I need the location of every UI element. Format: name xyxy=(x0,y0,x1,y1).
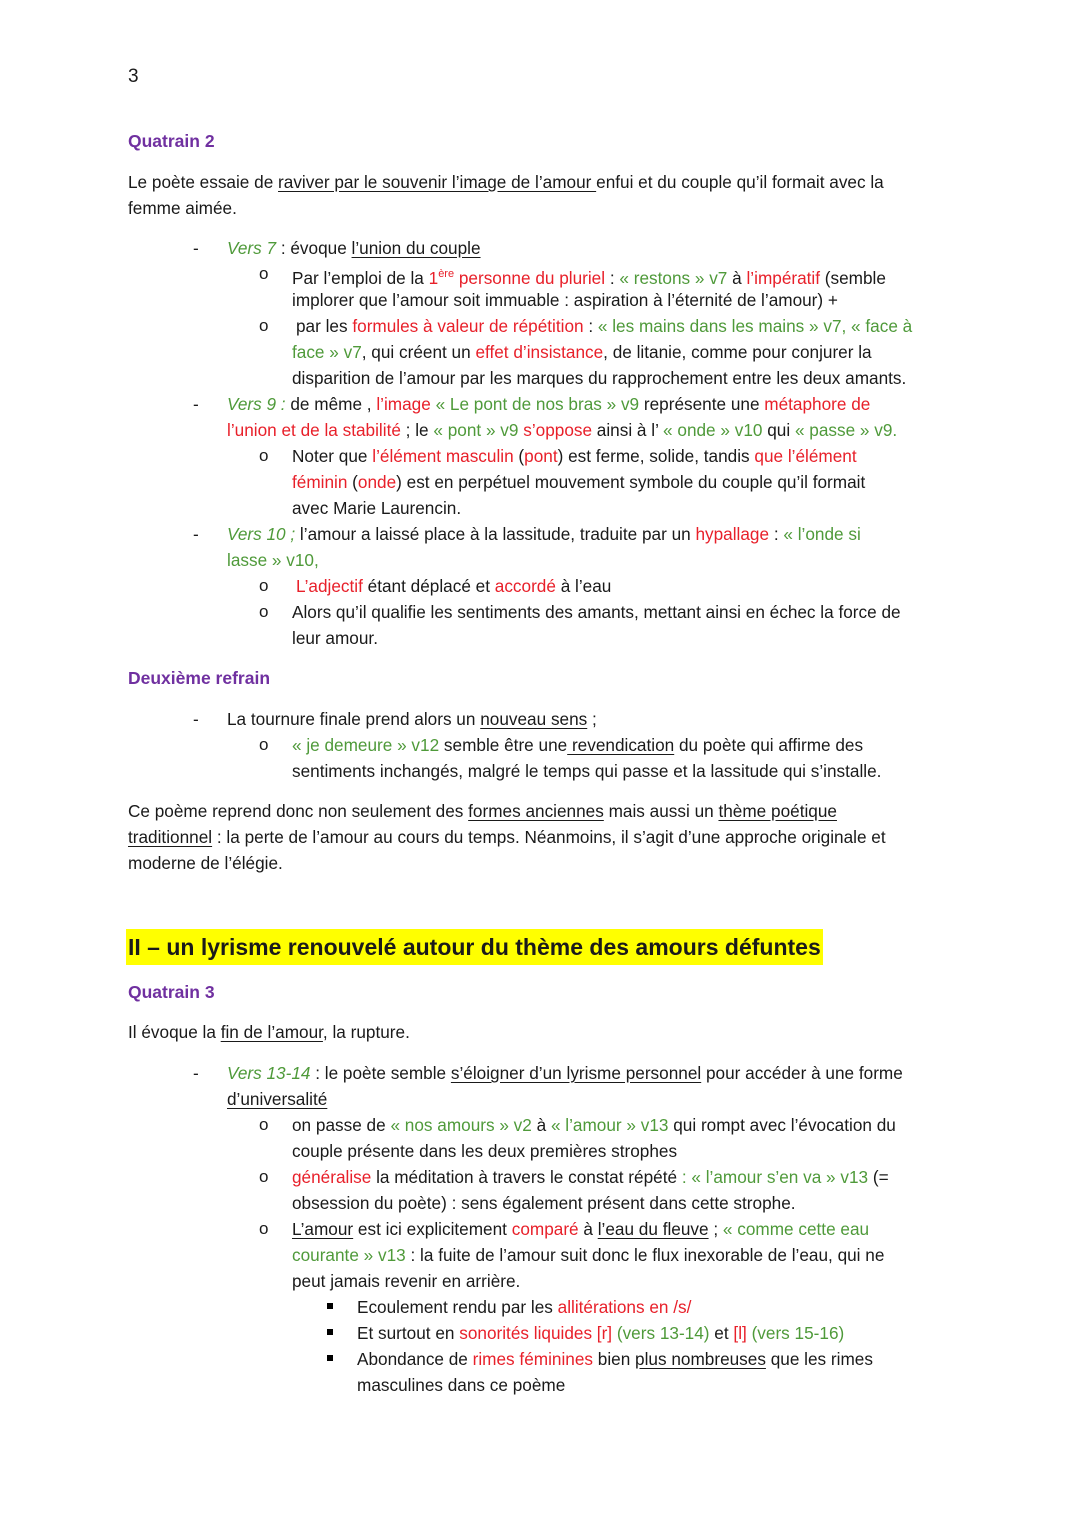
sub-sub-item-rimes: Abondance de rimes féminines bien plus nombreuses que les rimes xyxy=(357,1349,873,1369)
dash-bullet: - xyxy=(193,709,199,729)
intro-line-2: femme aimée. xyxy=(128,198,237,218)
page-number: 3 xyxy=(128,66,139,87)
sub-item-demeure-line-2: sentiments inchangés, malgré le temps qui passe et la lassitude qui s’installe. xyxy=(292,761,882,781)
circle-bullet: o xyxy=(259,1167,269,1186)
circle-bullet: o xyxy=(259,602,269,621)
dash-bullet: - xyxy=(193,524,199,544)
vers10-line-2: lasse » v10, xyxy=(227,550,319,570)
sub-sub-item-sonorites: Et surtout en sonorités liquides [r] (vers 13-14) et [l] (vers 15-16) xyxy=(357,1323,845,1343)
sub-item-masculin-line-3: avec Marie Laurencin. xyxy=(292,498,462,518)
sub-item-repetition: par les formules à valeur de répétition : « les mains dans les mains » v7, « face à xyxy=(296,316,913,336)
vers13-line-1: Vers 13-14 : le poète semble s’éloigner d’un lyrisme personnel pour accéder à une forme xyxy=(227,1063,903,1083)
circle-bullet: o xyxy=(259,264,269,283)
heading-quatrain-3: Quatrain 3 xyxy=(128,982,215,1002)
sub-item-masculin: Noter que l’élément masculin (pont) est ferme, solide, tandis que l’élément xyxy=(292,446,857,466)
dash-bullet: - xyxy=(193,394,199,414)
dash-bullet: - xyxy=(193,238,199,258)
sub-item-qualifie-line-2: leur amour. xyxy=(292,628,378,648)
sub-sub-item-rimes-line-2: masculines dans ce poème xyxy=(357,1375,566,1395)
section-2-title: II – un lyrisme renouvelé autour du thème des amours défuntes xyxy=(126,929,823,965)
sub-item-demeure: « je demeure » v12 semble être une revendication du poète qui affirme des xyxy=(292,735,864,755)
heading-deuxieme-refrain: Deuxième refrain xyxy=(128,668,271,688)
circle-bullet: o xyxy=(259,1115,269,1134)
sub-item-compare-line-3: peut jamais revenir en arrière. xyxy=(292,1271,521,1291)
square-bullet-icon xyxy=(327,1329,333,1335)
vers10-line-1: Vers 10 ; l’amour a laissé place à la lassitude, traduite par un hypallage : « l’onde si xyxy=(227,524,861,544)
sub-item-generalise-line-2: obsession du poète) : sens également présent dans cette strophe. xyxy=(292,1193,796,1213)
sub-item-pluriel: Par l’emploi de la 1ère personne du pluriel : « restons » v7 à l’impératif (semble xyxy=(292,268,886,288)
conclusion-line-3: moderne de l’élégie. xyxy=(128,853,283,873)
sub-item-masculin-line-2: féminin (onde) est en perpétuel mouvement symbole du couple qu’il formait xyxy=(292,472,866,492)
circle-bullet: o xyxy=(259,576,269,595)
circle-bullet: o xyxy=(259,1219,269,1238)
sub-item-nos-amours-line-2: couple présente dans les deux premières strophes xyxy=(292,1141,678,1161)
square-bullet-icon xyxy=(327,1303,333,1309)
circle-bullet: o xyxy=(259,316,269,335)
conclusion-line-2: traditionnel : la perte de l’amour au cours du temps. Néanmoins, il s’agit d’une approche originale et xyxy=(128,827,886,847)
dash-bullet: - xyxy=(193,1063,199,1083)
vers9-line-1: Vers 9 : de même , l’image « Le pont de nos bras » v9 représente une métaphore de xyxy=(227,394,871,414)
circle-bullet: o xyxy=(259,446,269,465)
sub-item-generalise: généralise la méditation à travers le constat répété : « l’amour s’en va » v13 (= xyxy=(292,1167,889,1187)
sub-item-compare: L’amour est ici explicitement comparé à l’eau du fleuve ; « comme cette eau xyxy=(292,1219,870,1239)
quatrain3-intro: Il évoque la fin de l’amour, la rupture. xyxy=(128,1022,410,1042)
conclusion-line-1: Ce poème reprend donc non seulement des formes anciennes mais aussi un thème poétique xyxy=(128,801,837,821)
sub-item-compare-line-2: courante » v13 : la fuite de l’amour suit donc le flux inexorable de l’eau, qui ne xyxy=(292,1245,885,1265)
sub-sub-item-allitterations: Ecoulement rendu par les allitérations en /s/ xyxy=(357,1297,692,1317)
vers9-line-2: l’union et de la stabilité ; le « pont » v9 s’oppose ainsi à l’ « onde » v10 qui « passe » v9. xyxy=(227,420,898,440)
sub-item-nos-amours: on passe de « nos amours » v2 à « l’amour » v13 qui rompt avec l’évocation du xyxy=(292,1115,896,1135)
sub-item-qualifie: Alors qu’il qualifie les sentiments des amants, mettant ainsi en échec la force de xyxy=(292,602,901,622)
refrain-line: La tournure finale prend alors un nouveau sens ; xyxy=(227,709,597,729)
vers13-line-2: d’universalité xyxy=(227,1089,328,1109)
heading-quatrain-2: Quatrain 2 xyxy=(128,131,215,151)
sub-item-pluriel-line-2: implorer que l’amour soit immuable : aspiration à l’éternité de l’amour) + xyxy=(292,290,838,310)
vers7-line: Vers 7 : évoque l’union du couple xyxy=(227,238,481,258)
intro-line-1: Le poète essaie de raviver par le souvenir l’image de l’amour enfui et du couple qu’il formait avec la xyxy=(128,172,884,192)
sub-item-repetition-line-3: disparition de l’amour par les marques du rapprochement entre les deux amants. xyxy=(292,368,907,388)
sub-item-adjectif: L’adjectif étant déplacé et accordé à l’eau xyxy=(296,576,612,596)
circle-bullet: o xyxy=(259,735,269,754)
sub-item-repetition-line-2: face » v7, qui créent un effet d’insistance, de litanie, comme pour conjurer la xyxy=(292,342,872,362)
square-bullet-icon xyxy=(327,1355,333,1361)
